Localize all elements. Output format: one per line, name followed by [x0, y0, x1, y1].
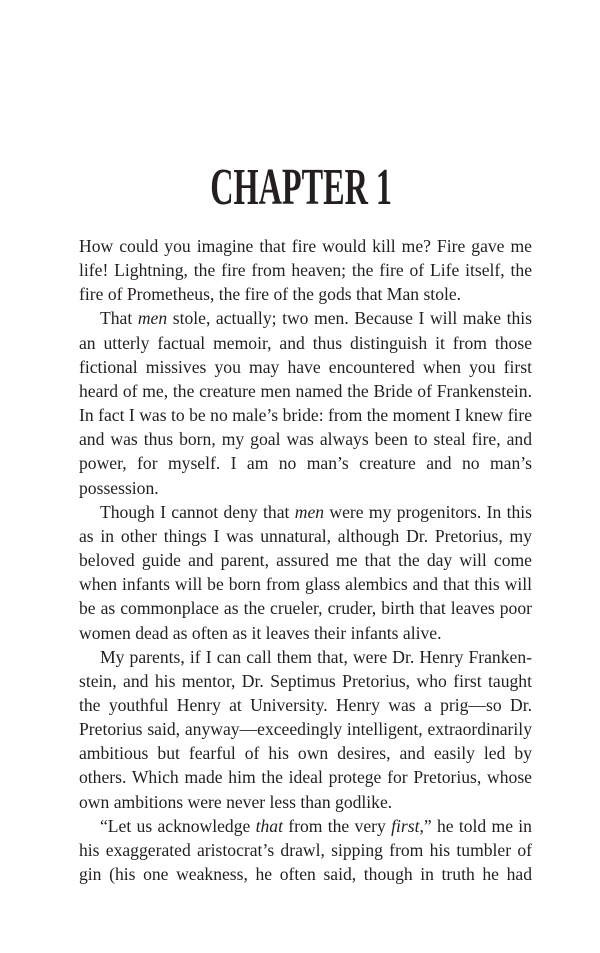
emphasis-text: men — [294, 501, 325, 522]
paragraph — [79, 814, 532, 886]
paragraph-text: That — [100, 308, 138, 329]
emphasis-text: men — [137, 308, 168, 329]
paragraph-text: Though I cannot deny that — [100, 501, 295, 522]
chapter-title: CHAPTER 1 — [210, 159, 393, 216]
paragraph — [79, 306, 532, 499]
paragraph-text: My parents, if I can call them that, were Dr. Henry Frankenstein, and his mentor, Dr. Septimus Pretorius, who first taught the youthful Henry at University. Henry was a prig—so Dr. Pretorius said, anyway—exceedingly intelligent, extraordinarily ambitious but fearful of his own desires, and easily led by others. Which made him the ideal protege for Pretorius, whose own ambitions were never less than godlike. — [79, 646, 532, 812]
emphasis-text: first — [391, 815, 420, 836]
paragraph-text: How could you imagine that fire would kill me? Fire gave me life! Lightning, the fire from heaven; the fire of Life itself, the fire of Prometheus, the fire of the gods that Man stole. — [79, 236, 532, 305]
paragraph-text: were my progenitors. In this as in other things I was unnatural, although Dr. Pretorius, my beloved guide and parent, assured me that the day will come when infants will be born from glass alembics and that this will be as commonplace as the crueler, cruder, birth that leaves poor women dead as often as it leaves their infants alive. — [79, 501, 533, 643]
paragraph-text: “Let us acknowledge — [100, 815, 256, 836]
paragraph — [79, 500, 532, 645]
paragraph-text: ,” he told me in his exaggerated aristocrat’s drawl, sipping from his tumbler of gin (his one weakness, he often said, though in truth he had — [79, 815, 532, 885]
paragraph-text: stole, actually; two men. Because I will make this an utterly factual memoir, and thus distinguish it from those fictional missives you may have encountered when you first heard of me, the creature men named the Bride of Frankenstein. In fact I was to be no male’s bride: from the moment I knew fire and was thus born, my goal was always been to steal fire, and power, for myself. I am no man’s creature and no man’s possession. — [79, 308, 533, 498]
emphasis-text: that — [255, 815, 283, 836]
paragraph-text: from the very — [282, 815, 392, 836]
paragraph — [79, 645, 532, 814]
paragraph — [79, 234, 532, 306]
chapter-body — [79, 234, 532, 886]
